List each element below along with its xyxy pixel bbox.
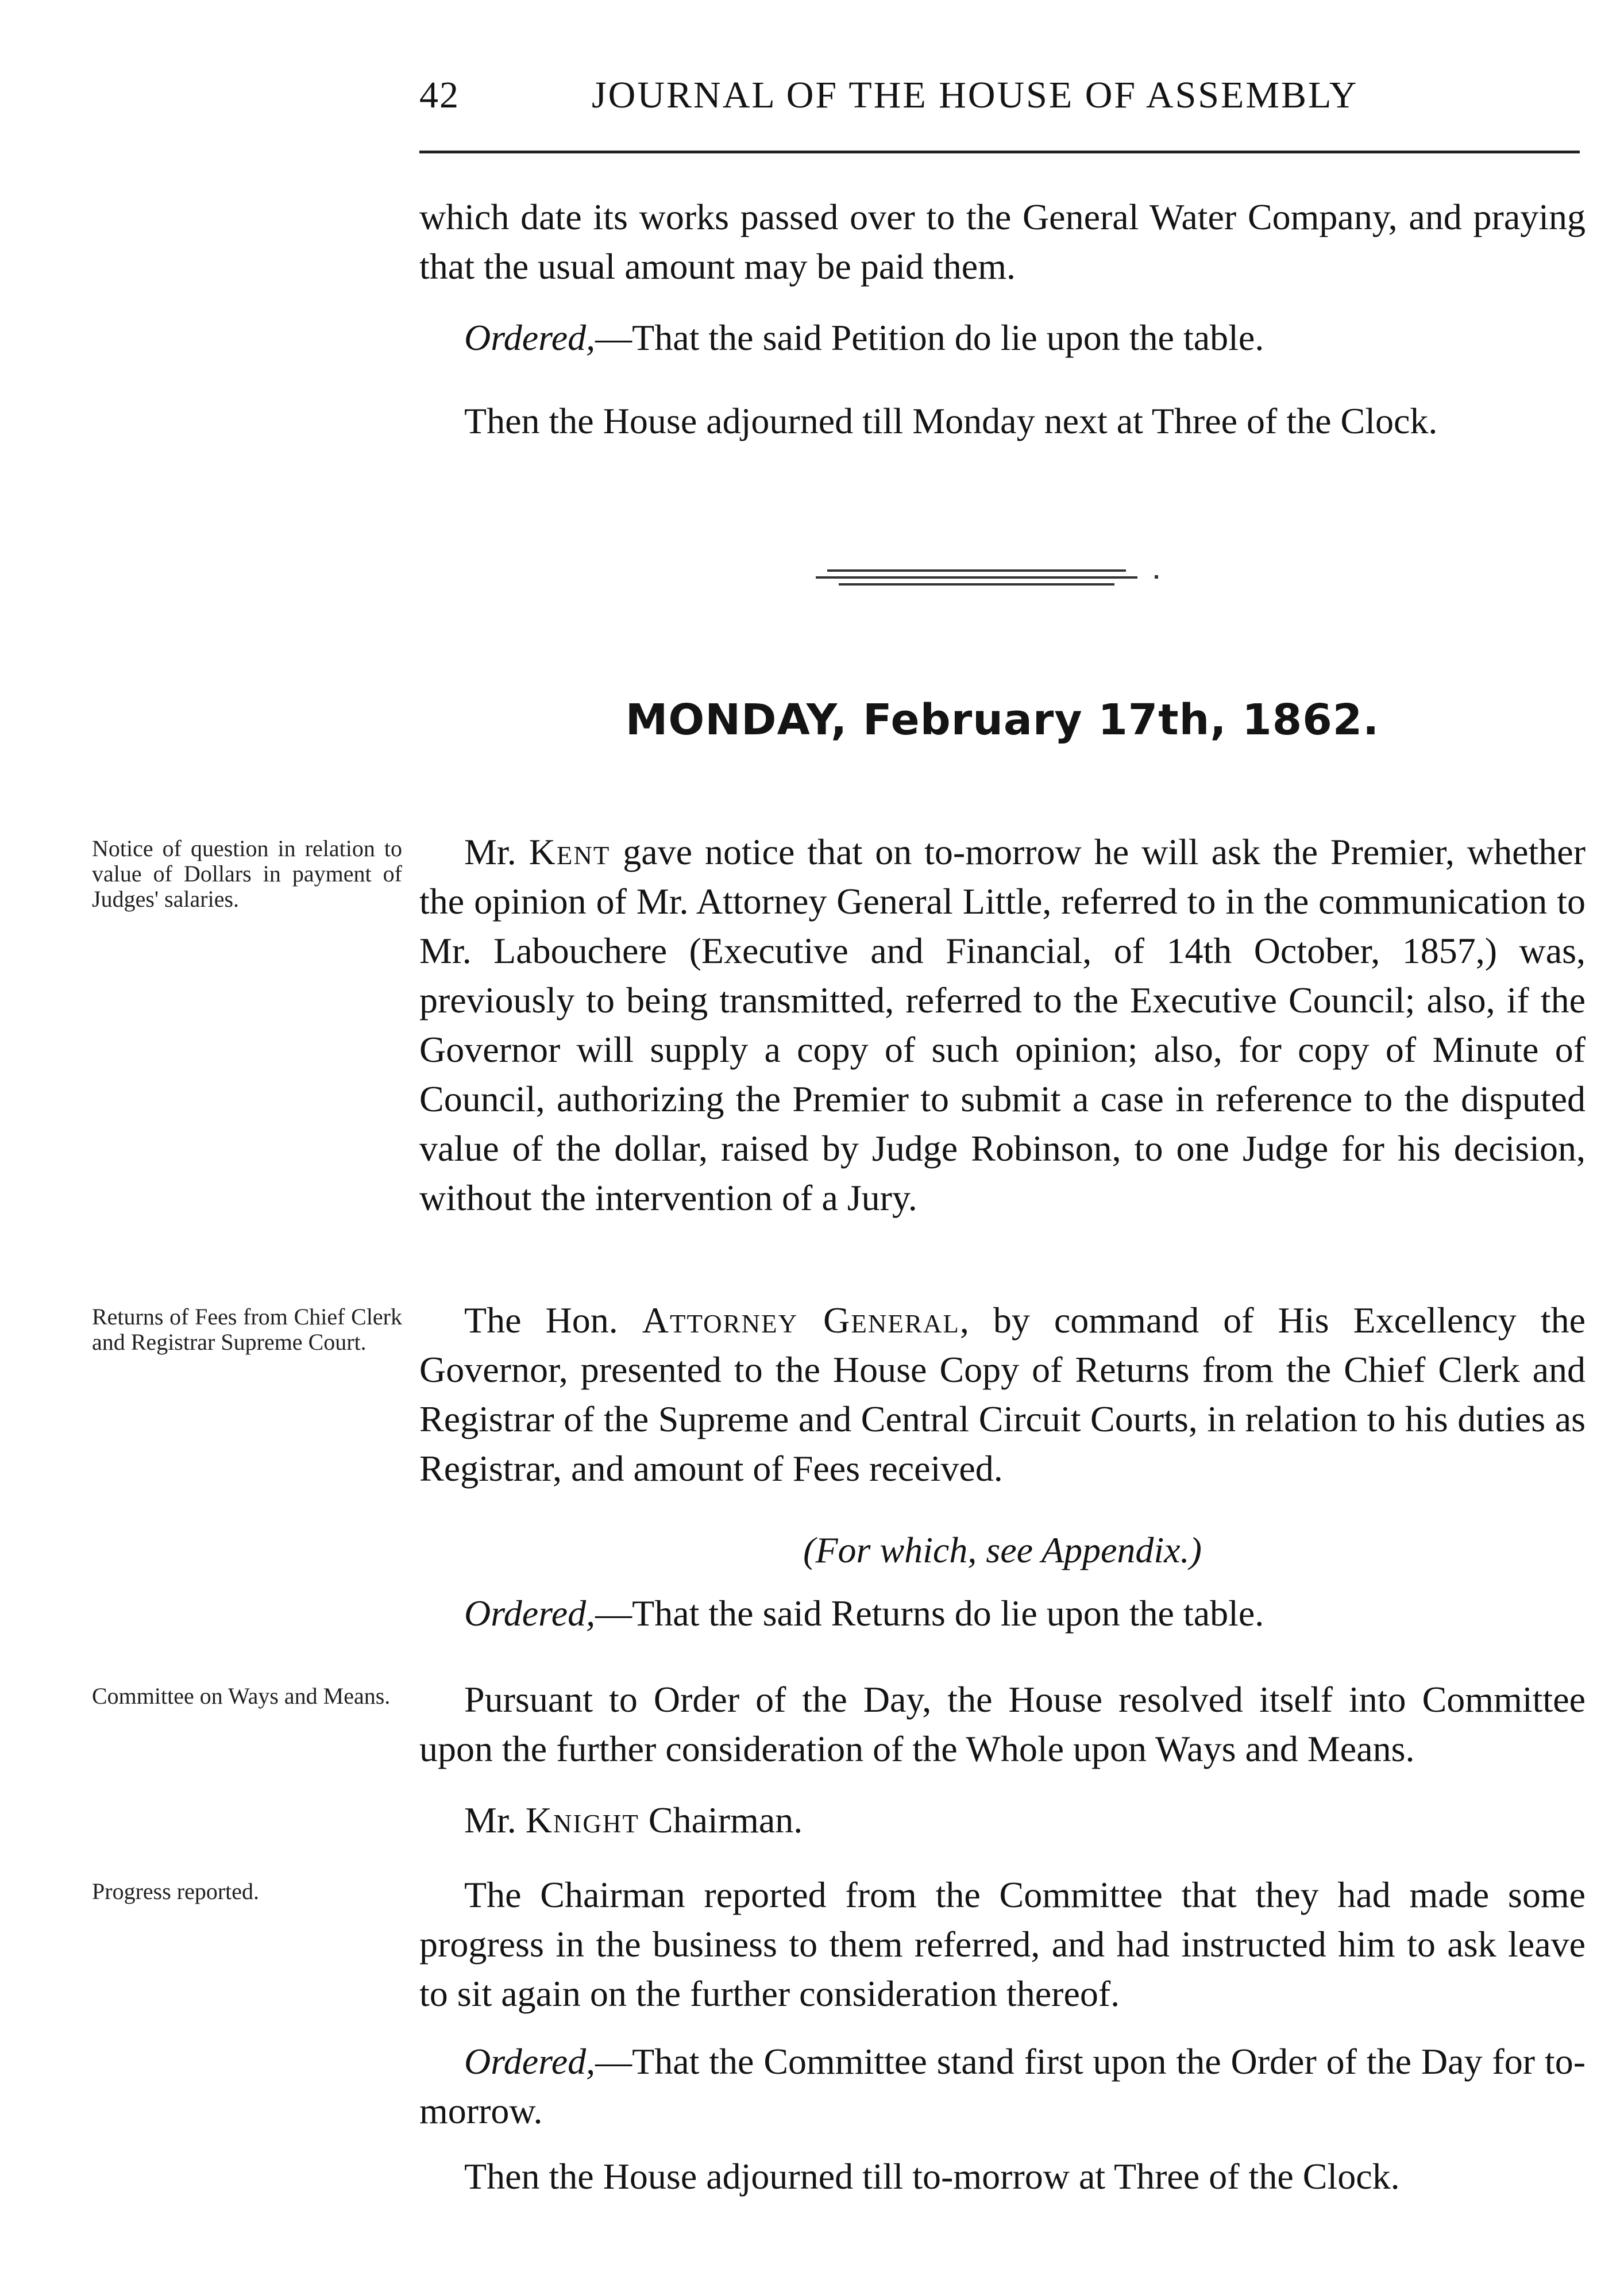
header-rule bbox=[419, 151, 1580, 153]
ordered-petition bbox=[419, 313, 1586, 363]
chairman-entry bbox=[419, 1796, 1586, 1845]
ordered-text: —That the said Petition do lie upon the table. bbox=[595, 317, 1264, 358]
attorney-returns bbox=[419, 1296, 1586, 1493]
progress-text: The Chairman reported from the Committee that they had made some progress in the business to them referred, and had instructed him to ask leave to sit again on the further consideration thereof. bbox=[419, 1874, 1586, 2014]
ordered-committee bbox=[419, 2037, 1586, 2136]
committee-text: Pursuant to Order of the Day, the House resolved itself into Committee upon the further consideration of the Whole upon Ways and Means. bbox=[419, 1679, 1586, 1769]
section-divider bbox=[816, 566, 1172, 589]
kent-notice bbox=[419, 827, 1586, 1223]
page-header bbox=[419, 63, 1586, 126]
continuation-paragraph: which date its works passed over to the General Water Company, and praying that the usual amount may be paid them. bbox=[419, 197, 1586, 287]
margin-note-progress: Progress reported. bbox=[92, 1878, 260, 1904]
ordered-committee-label: Ordered, bbox=[464, 2041, 596, 2082]
attorney-prefix: The Hon. bbox=[464, 1300, 642, 1341]
ordered-label: Ordered, bbox=[464, 317, 596, 358]
attorney-text: , by command of His Excellency the Governor, presented to the House Copy of Returns from the Chief Clerk and Registrar of the Supreme and Central Circuit Courts, in relation to his duties as Registrar, and amount of Fees received. bbox=[419, 1300, 1586, 1489]
page-number: 42 bbox=[419, 74, 460, 116]
ordered-committee-text: —That the Committee stand first upon the Order of the Day for to-morrow. bbox=[419, 2041, 1586, 2131]
appendix-note bbox=[419, 1526, 1586, 1575]
chairman-prefix: Mr. bbox=[464, 1800, 526, 1840]
committee-entry bbox=[419, 1675, 1586, 1774]
adjournment-friday bbox=[419, 396, 1586, 446]
ordered-returns-text: —That the said Returns do lie upon the table. bbox=[595, 1593, 1264, 1634]
kent-name: Kent bbox=[529, 831, 611, 872]
adjournment-text: Then the House adjourned till Monday next at Three of the Clock. bbox=[464, 400, 1438, 441]
ordered-returns bbox=[419, 1589, 1586, 1638]
kent-prefix: Mr. bbox=[464, 831, 529, 872]
running-title: JOURNAL OF THE HOUSE OF ASSEMBLY bbox=[592, 74, 1359, 116]
ordered-returns-label: Ordered, bbox=[464, 1593, 596, 1634]
kent-text: gave notice that on to-morrow he will ask the Premier, whether the opinion of Mr. Attorney General Little, referred to in the communication to Mr. Labouchere (Executive and Financial, of 14th October, 1857,) was, previously to being transmitted, referred to the Executive Council; also, if the Governor will supply a copy of such opinion; also, for copy of Minute of Council, authorizing the Premier to submit a case in reference to the disputed value of the dollar, raised by Judge Robinson, to one Judge for his decision, without the intervention of a Jury. bbox=[419, 831, 1586, 1218]
chairman-text: Chairman. bbox=[639, 1800, 803, 1840]
chairman-name: Knight bbox=[525, 1800, 639, 1840]
progress-entry bbox=[419, 1870, 1586, 2019]
final-adjournment-text: Then the House adjourned till to-morrow at Three of the Clock. bbox=[464, 2156, 1400, 2197]
margin-note-returns: Returns of Fees from Chief Clerk and Registrar Supreme Court. bbox=[92, 1304, 402, 1355]
margin-note-committee: Committee on Ways and Means. bbox=[92, 1683, 391, 1709]
appendix-note-text: (For which, see Appendix.) bbox=[803, 1530, 1202, 1570]
date-heading: MONDAY, February 17th, 1862. bbox=[625, 695, 1380, 745]
attorney-name: Attorney General bbox=[642, 1300, 960, 1341]
margin-note-notice: Notice of question in relation to value of Dollars in payment of Judges' salaries. bbox=[92, 835, 402, 912]
final-adjournment bbox=[419, 2152, 1586, 2201]
petition-continuation bbox=[419, 192, 1586, 291]
